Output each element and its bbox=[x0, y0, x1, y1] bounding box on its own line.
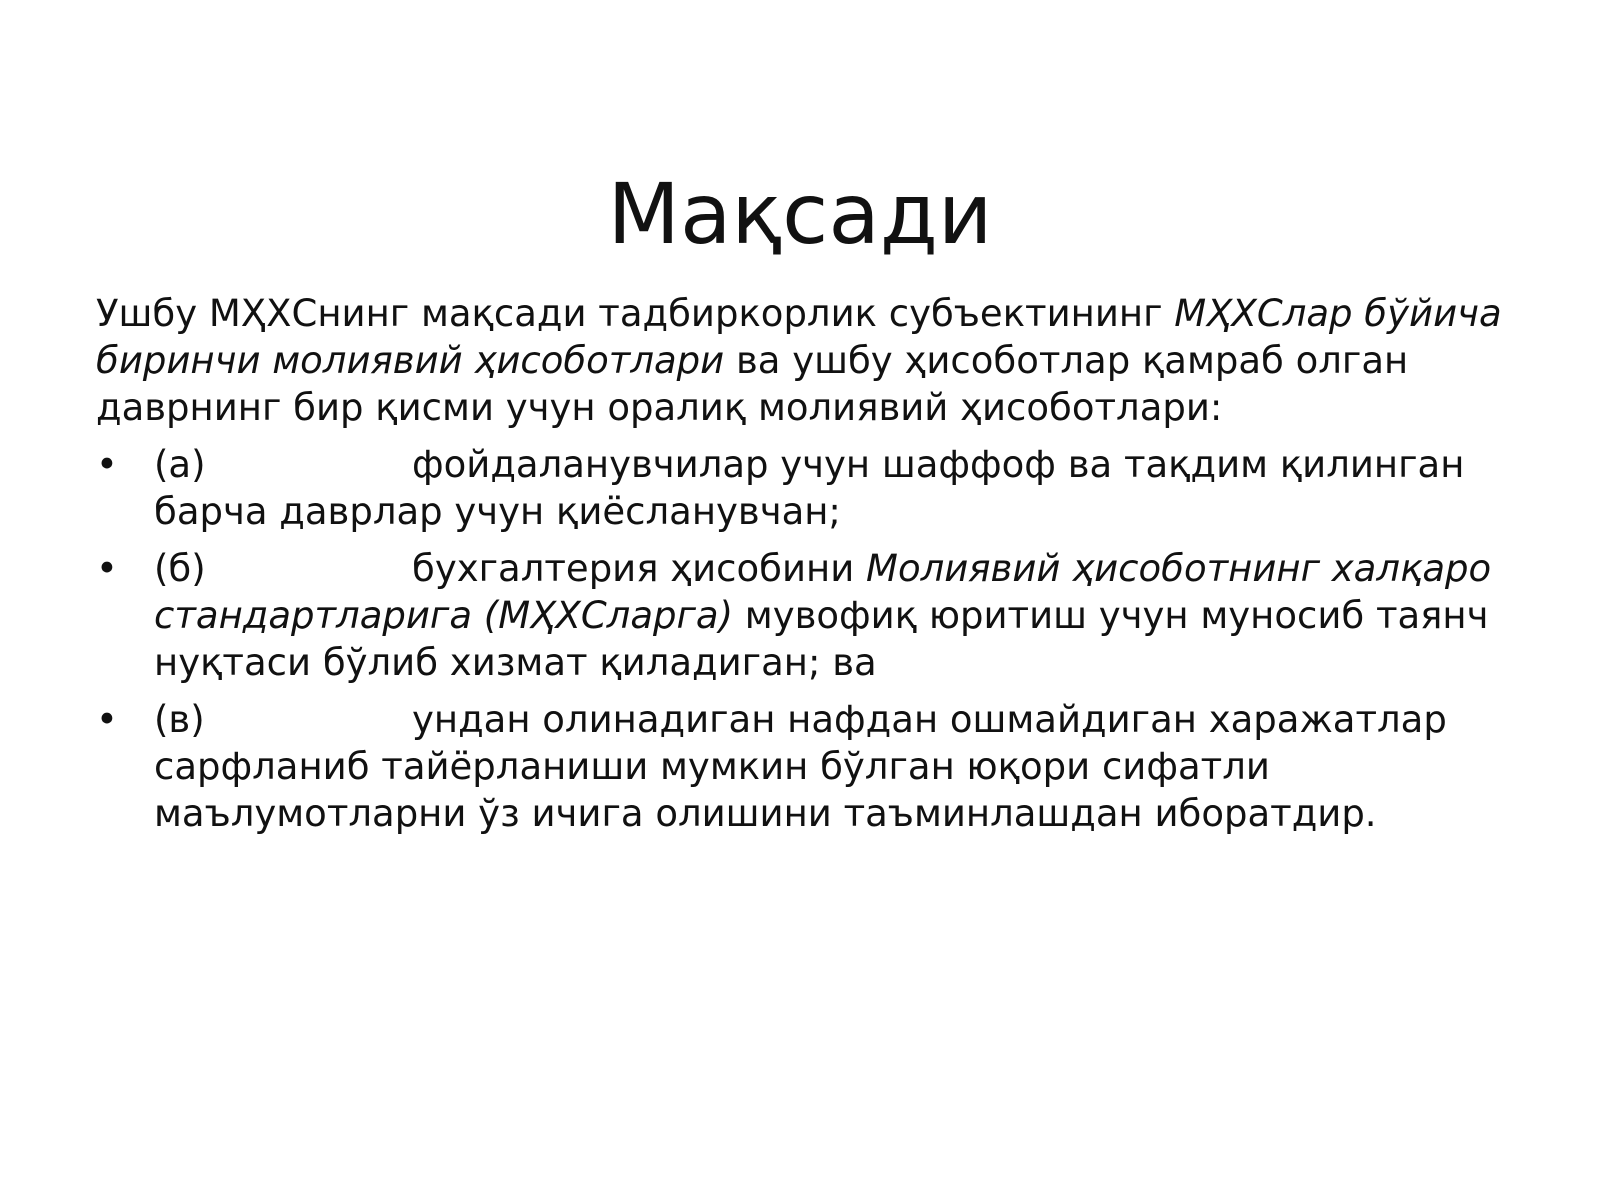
bullet-icon: • bbox=[96, 547, 118, 590]
list-item-b bbox=[96, 545, 1516, 686]
bullet-list bbox=[96, 441, 1516, 837]
item-marker-a: (а) bbox=[154, 443, 206, 486]
list-item-c bbox=[96, 696, 1516, 837]
intro-paragraph bbox=[96, 290, 1516, 431]
slide-title: Мақсади bbox=[607, 165, 993, 264]
intro-italic-text: МҲХСлар бўйича биринчи молиявий ҳисоботлари bbox=[96, 292, 1502, 382]
slide-body bbox=[96, 290, 1516, 847]
item-marker-b: (б) bbox=[154, 547, 206, 590]
intro-text-2: ва ушбу ҳисоботлар қамраб олган даврнинг бир қисми учун оралиқ молиявий ҳисоботлари: bbox=[96, 339, 1409, 429]
item-text-c: ундан олинадиган нафдан ошмайдиган харажатлар сарфланиб тайёрланиши мумкин бўлган юқори сифатли маълумотларни ўз ичига олишини таъминлашдан иборатдир. bbox=[154, 698, 1447, 835]
list-item-a bbox=[96, 441, 1516, 535]
item-text-b-2: мувофиқ юритиш учун муносиб таянч нуқтаси бўлиб хизмат қиладиган; ва bbox=[154, 594, 1489, 684]
intro-text-1: Ушбу МҲХСнинг мақсади тадбиркорлик субъектининг bbox=[96, 292, 1175, 335]
item-text-b-1: бухгалтерия ҳисобини bbox=[412, 547, 867, 590]
bullet-icon: • bbox=[96, 443, 118, 486]
item-text-b-italic: Молиявий ҳисоботнинг халқаро стандартларига (МҲХСларга) bbox=[154, 547, 1492, 637]
item-text-a: фойдаланувчилар учун шаффоф ва тақдим қилинган барча даврлар учун қиёсланувчан; bbox=[154, 443, 1465, 533]
item-marker-c: (в) bbox=[154, 698, 205, 741]
bullet-icon: • bbox=[96, 698, 118, 741]
